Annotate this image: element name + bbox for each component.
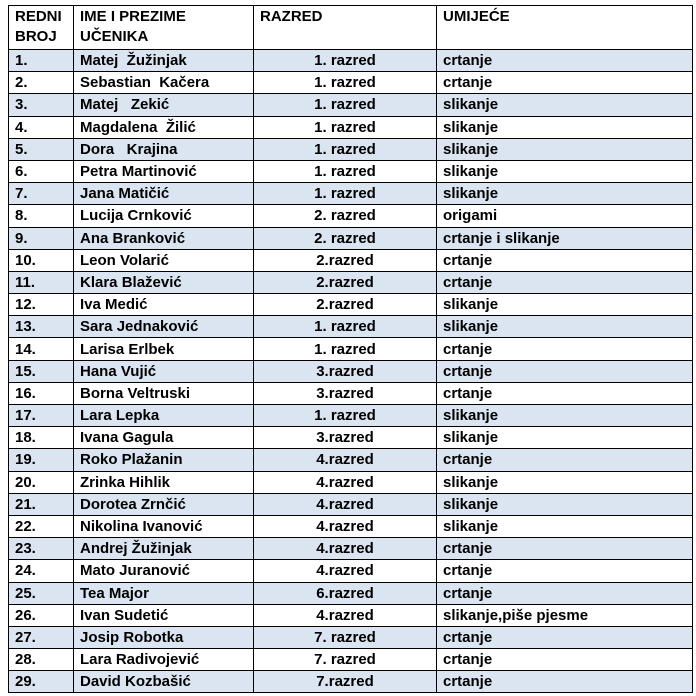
header-name: IME I PREZIME UČENIKA — [74, 6, 254, 50]
table-row — [9, 160, 693, 182]
cell-skill: crtanje i slikanje — [437, 227, 693, 249]
cell-grade: 4.razred — [254, 449, 437, 471]
cell-skill: crtanje — [437, 671, 693, 693]
cell-number: 10. — [9, 249, 74, 271]
table-row — [9, 294, 693, 316]
cell-student-name: Borna Veltruski — [74, 382, 254, 404]
cell-grade: 2.razred — [254, 271, 437, 293]
cell-number: 19. — [9, 449, 74, 471]
cell-skill: crtanje — [437, 249, 693, 271]
cell-number: 28. — [9, 649, 74, 671]
table-row — [9, 604, 693, 626]
cell-number: 2. — [9, 72, 74, 94]
cell-student-name: Sebastian Kačera — [74, 72, 254, 94]
cell-grade: 2.razred — [254, 294, 437, 316]
table-row — [9, 582, 693, 604]
cell-student-name: Petra Martinović — [74, 160, 254, 182]
table-row — [9, 626, 693, 648]
cell-grade: 4.razred — [254, 471, 437, 493]
cell-grade: 7.razred — [254, 671, 437, 693]
cell-skill: slikanje — [437, 316, 693, 338]
table-row — [9, 471, 693, 493]
cell-number: 16. — [9, 382, 74, 404]
cell-student-name: Lucija Crnković — [74, 205, 254, 227]
cell-number: 4. — [9, 116, 74, 138]
table-row — [9, 671, 693, 693]
cell-number: 13. — [9, 316, 74, 338]
cell-number: 25. — [9, 582, 74, 604]
table-row — [9, 649, 693, 671]
cell-skill: crtanje — [437, 338, 693, 360]
cell-number: 6. — [9, 160, 74, 182]
cell-grade: 3.razred — [254, 360, 437, 382]
cell-grade: 2. razred — [254, 205, 437, 227]
cell-grade: 7. razred — [254, 626, 437, 648]
cell-grade: 1. razred — [254, 338, 437, 360]
cell-number: 17. — [9, 405, 74, 427]
cell-skill: crtanje — [437, 382, 693, 404]
cell-skill: crtanje — [437, 626, 693, 648]
cell-number: 5. — [9, 138, 74, 160]
table-row — [9, 249, 693, 271]
cell-skill: slikanje — [437, 138, 693, 160]
cell-student-name: Ivan Sudetić — [74, 604, 254, 626]
cell-number: 8. — [9, 205, 74, 227]
cell-student-name: Dorotea Zrnčić — [74, 493, 254, 515]
table-body — [9, 50, 693, 693]
table-row — [9, 538, 693, 560]
cell-number: 20. — [9, 471, 74, 493]
table-row — [9, 427, 693, 449]
cell-grade: 1. razred — [254, 72, 437, 94]
cell-skill: slikanje — [437, 493, 693, 515]
cell-grade: 3.razred — [254, 382, 437, 404]
cell-student-name: Nikolina Ivanović — [74, 515, 254, 537]
cell-student-name: Lara Lepka — [74, 405, 254, 427]
cell-skill: crtanje — [437, 538, 693, 560]
cell-skill: crtanje — [437, 582, 693, 604]
cell-number: 3. — [9, 94, 74, 116]
cell-skill: slikanje,piše pjesme — [437, 604, 693, 626]
cell-number: 24. — [9, 560, 74, 582]
cell-grade: 1. razred — [254, 116, 437, 138]
cell-student-name: Tea Major — [74, 582, 254, 604]
table-row — [9, 382, 693, 404]
table-row — [9, 560, 693, 582]
cell-skill: crtanje — [437, 271, 693, 293]
cell-student-name: Roko Plažanin — [74, 449, 254, 471]
cell-skill: slikanje — [437, 116, 693, 138]
cell-number: 9. — [9, 227, 74, 249]
cell-student-name: Klara Blažević — [74, 271, 254, 293]
cell-student-name: Sara Jednaković — [74, 316, 254, 338]
cell-skill: slikanje — [437, 405, 693, 427]
table-row — [9, 493, 693, 515]
table-row — [9, 227, 693, 249]
cell-student-name: Matej Zekić — [74, 94, 254, 116]
cell-student-name: Ivana Gagula — [74, 427, 254, 449]
cell-student-name: Jana Matičić — [74, 183, 254, 205]
cell-student-name: Mato Juranović — [74, 560, 254, 582]
cell-grade: 1. razred — [254, 138, 437, 160]
cell-grade: 1. razred — [254, 405, 437, 427]
table-row — [9, 360, 693, 382]
cell-number: 11. — [9, 271, 74, 293]
cell-student-name: Larisa Erlbek — [74, 338, 254, 360]
cell-grade: 4.razred — [254, 538, 437, 560]
cell-student-name: Dora Krajina — [74, 138, 254, 160]
cell-student-name: Magdalena Žilić — [74, 116, 254, 138]
cell-skill: crtanje — [437, 649, 693, 671]
table-row — [9, 515, 693, 537]
cell-student-name: Lara Radivojević — [74, 649, 254, 671]
cell-grade: 1. razred — [254, 94, 437, 116]
cell-skill: slikanje — [437, 427, 693, 449]
cell-skill: slikanje — [437, 183, 693, 205]
cell-skill: slikanje — [437, 294, 693, 316]
cell-grade: 2.razred — [254, 249, 437, 271]
table-header — [9, 6, 693, 50]
cell-skill: crtanje — [437, 360, 693, 382]
cell-number: 12. — [9, 294, 74, 316]
cell-skill: slikanje — [437, 471, 693, 493]
table-row — [9, 316, 693, 338]
cell-skill: slikanje — [437, 160, 693, 182]
cell-student-name: Hana Vujić — [74, 360, 254, 382]
cell-grade: 1. razred — [254, 183, 437, 205]
cell-skill: origami — [437, 205, 693, 227]
cell-number: 27. — [9, 626, 74, 648]
table-row — [9, 138, 693, 160]
header-number: REDNI BROJ — [9, 6, 74, 50]
cell-student-name: Zrinka Hihlik — [74, 471, 254, 493]
cell-grade: 7. razred — [254, 649, 437, 671]
cell-grade: 4.razred — [254, 560, 437, 582]
header-grade: RAZRED — [254, 6, 437, 50]
table-row — [9, 183, 693, 205]
cell-skill: slikanje — [437, 515, 693, 537]
cell-number: 7. — [9, 183, 74, 205]
table-row — [9, 405, 693, 427]
cell-grade: 1. razred — [254, 50, 437, 72]
cell-student-name: Ana Branković — [74, 227, 254, 249]
cell-student-name: Leon Volarić — [74, 249, 254, 271]
cell-student-name: Andrej Žužinjak — [74, 538, 254, 560]
cell-grade: 3.razred — [254, 427, 437, 449]
cell-student-name: Josip Robotka — [74, 626, 254, 648]
cell-student-name: Iva Medić — [74, 294, 254, 316]
header-skill: UMIJEĆE — [437, 6, 693, 50]
cell-skill: crtanje — [437, 449, 693, 471]
cell-grade: 4.razred — [254, 515, 437, 537]
cell-number: 23. — [9, 538, 74, 560]
cell-grade: 6.razred — [254, 582, 437, 604]
cell-grade: 4.razred — [254, 493, 437, 515]
cell-number: 21. — [9, 493, 74, 515]
student-roster-table — [8, 5, 693, 693]
table-row — [9, 94, 693, 116]
cell-number: 1. — [9, 50, 74, 72]
table-row — [9, 72, 693, 94]
table-row — [9, 205, 693, 227]
cell-number: 22. — [9, 515, 74, 537]
cell-skill: slikanje — [437, 94, 693, 116]
cell-skill: crtanje — [437, 560, 693, 582]
table-row — [9, 338, 693, 360]
cell-number: 15. — [9, 360, 74, 382]
cell-skill: crtanje — [437, 72, 693, 94]
cell-student-name: David Kozbašić — [74, 671, 254, 693]
cell-number: 29. — [9, 671, 74, 693]
cell-grade: 4.razred — [254, 604, 437, 626]
cell-skill: crtanje — [437, 50, 693, 72]
cell-number: 14. — [9, 338, 74, 360]
cell-number: 18. — [9, 427, 74, 449]
header-row — [9, 6, 693, 50]
cell-grade: 1. razred — [254, 160, 437, 182]
table-row — [9, 271, 693, 293]
cell-number: 26. — [9, 604, 74, 626]
cell-grade: 2. razred — [254, 227, 437, 249]
table-row — [9, 116, 693, 138]
cell-student-name: Matej Žužinjak — [74, 50, 254, 72]
cell-grade: 1. razred — [254, 316, 437, 338]
table-row — [9, 449, 693, 471]
table-row — [9, 50, 693, 72]
